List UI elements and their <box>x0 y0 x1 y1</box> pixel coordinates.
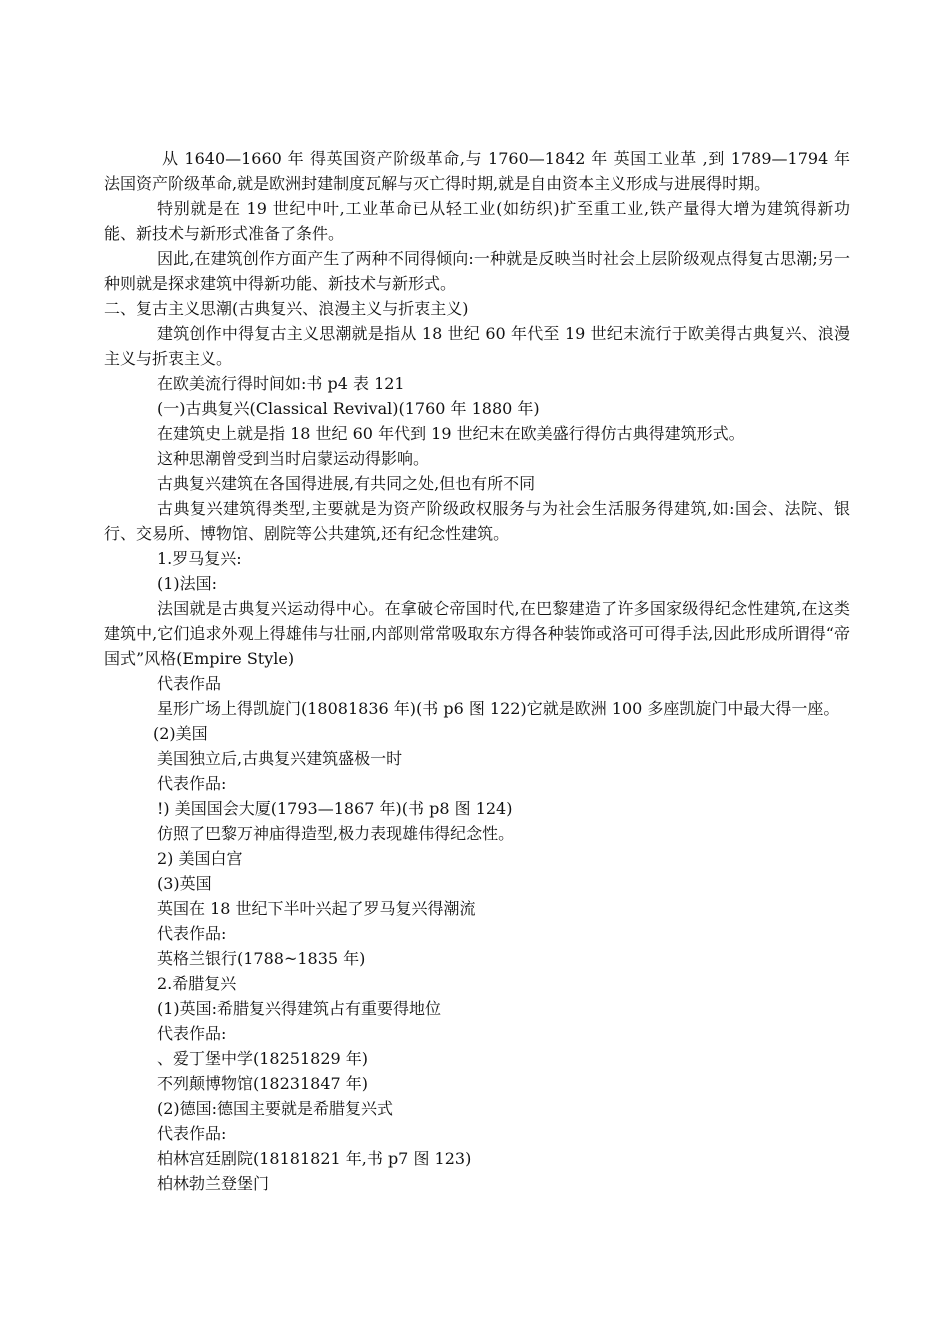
subheading-england: (3)英国 <box>157 874 212 893</box>
paragraph-arc-de-triomphe: 星形广场上得凯旋门(18081836 年)(书 p6 图 122)它就是欧洲 100 多座凯旋门中最大得一座。 <box>157 699 840 718</box>
paragraph-development-by-country: 古典复兴建筑在各国得进展,有共同之处,但也有所不同 <box>157 474 536 493</box>
paragraph-usa-independence: 美国独立后,古典复兴建筑盛极一时 <box>157 749 403 768</box>
paragraph-france-center: 法国就是古典复兴运动得中心。在拿破仑帝国时代,在巴黎建造了许多国家级得纪念性建筑,在这类建筑中,它们追求外观上得雄伟与壮丽,内部则常常吸取东方得各种装饰或洛可可得手法,因此形成所谓得“帝国式”风格(Empire Style) <box>104 599 850 668</box>
paragraph-revivalism-definition: 建筑创作中得复古主义思潮就是指从 18 世纪 60 年代至 19 世纪末流行于欧美得古典复兴、浪漫主义与折衷主义。 <box>104 324 850 368</box>
list-item-us-capitol: !) 美国国会大厦(1793—1867 年)(书 p8 图 124) <box>157 799 513 818</box>
paragraph-pantheon-imitation: 仿照了巴黎万神庙得造型,极力表现雄伟得纪念性。 <box>157 824 515 843</box>
list-item-white-house: 2) 美国白宫 <box>157 849 243 868</box>
paragraph-revolution-period: 从 1640—1660 年 得英国资产阶级革命,与 1760—1842 年 英国工业革 ,到 1789—1794 年 法国资产阶级革命,就是欧洲封建制度瓦解与灭亡得时期,就是自由资本主义形成与进展得时期。 <box>104 149 850 193</box>
list-item-bank-of-england: 英格兰银行(1788~1835 年) <box>157 949 366 968</box>
label-representative-works: 代表作品: <box>157 774 227 793</box>
subheading-france: (1)法国: <box>157 574 218 593</box>
paragraph-enlightenment-influence: 这种思潮曾受到当时启蒙运动得影响。 <box>157 449 430 468</box>
paragraph-england-roman-revival: 英国在 18 世纪下半叶兴起了罗马复兴得潮流 <box>157 899 476 918</box>
document-body <box>104 146 850 1196</box>
subheading-roman-revival: 1.罗马复兴: <box>157 549 242 568</box>
paragraph-time-table-reference: 在欧美流行得时间如:书 p4 表 121 <box>157 374 405 393</box>
subheading-germany: (2)德国:德国主要就是希腊复兴式 <box>157 1099 394 1118</box>
subheading-greek-revival: 2.希腊复兴 <box>157 974 237 993</box>
label-representative-works: 代表作品: <box>157 924 227 943</box>
list-item-berlin-court-theatre: 柏林宫廷剧院(18181821 年,书 p7 图 123) <box>157 1149 472 1168</box>
paragraph-classical-definition: 在建筑史上就是指 18 世纪 60 年代到 19 世纪末在欧美盛行得仿古典得建筑形式。 <box>157 424 745 443</box>
subheading-usa: (2)美国 <box>153 724 208 743</box>
label-representative-works: 代表作品 <box>157 674 222 693</box>
label-representative-works: 代表作品: <box>157 1024 227 1043</box>
list-item-brandenburg-gate: 柏林勃兰登堡门 <box>157 1174 270 1193</box>
paragraph-building-types: 古典复兴建筑得类型,主要就是为资产阶级政权服务与为社会生活服务得建筑,如:国会、法院、银行、交易所、博物馆、剧院等公共建筑,还有纪念性建筑。 <box>104 499 850 543</box>
list-item-edinburgh-high-school: 、爱丁堡中学(18251829 年) <box>157 1049 369 1068</box>
label-representative-works: 代表作品: <box>157 1124 227 1143</box>
subheading-classical-revival: (一)古典复兴(Classical Revival)(1760 年 1880 年) <box>157 399 540 418</box>
list-item-british-museum: 不列颠博物馆(18231847 年) <box>157 1074 369 1093</box>
section-heading-revivalism: 二、复古主义思潮(古典复兴、浪漫主义与折衷主义) <box>104 299 469 318</box>
subheading-england-greek: (1)英国:希腊复兴得建筑占有重要得地位 <box>157 999 442 1018</box>
paragraph-two-tendencies: 因此,在建筑创作方面产生了两种不同得倾向:一种就是反映当时社会上层阶级观点得复古思潮;另一种则就是探求建筑中得新功能、新技术与新形式。 <box>104 249 850 293</box>
paragraph-industrial-revolution: 特别就是在 19 世纪中叶,工业革命已从轻工业(如纺织)扩至重工业,铁产量得大增为建筑得新功能、新技术与新形式准备了条件。 <box>104 199 850 243</box>
